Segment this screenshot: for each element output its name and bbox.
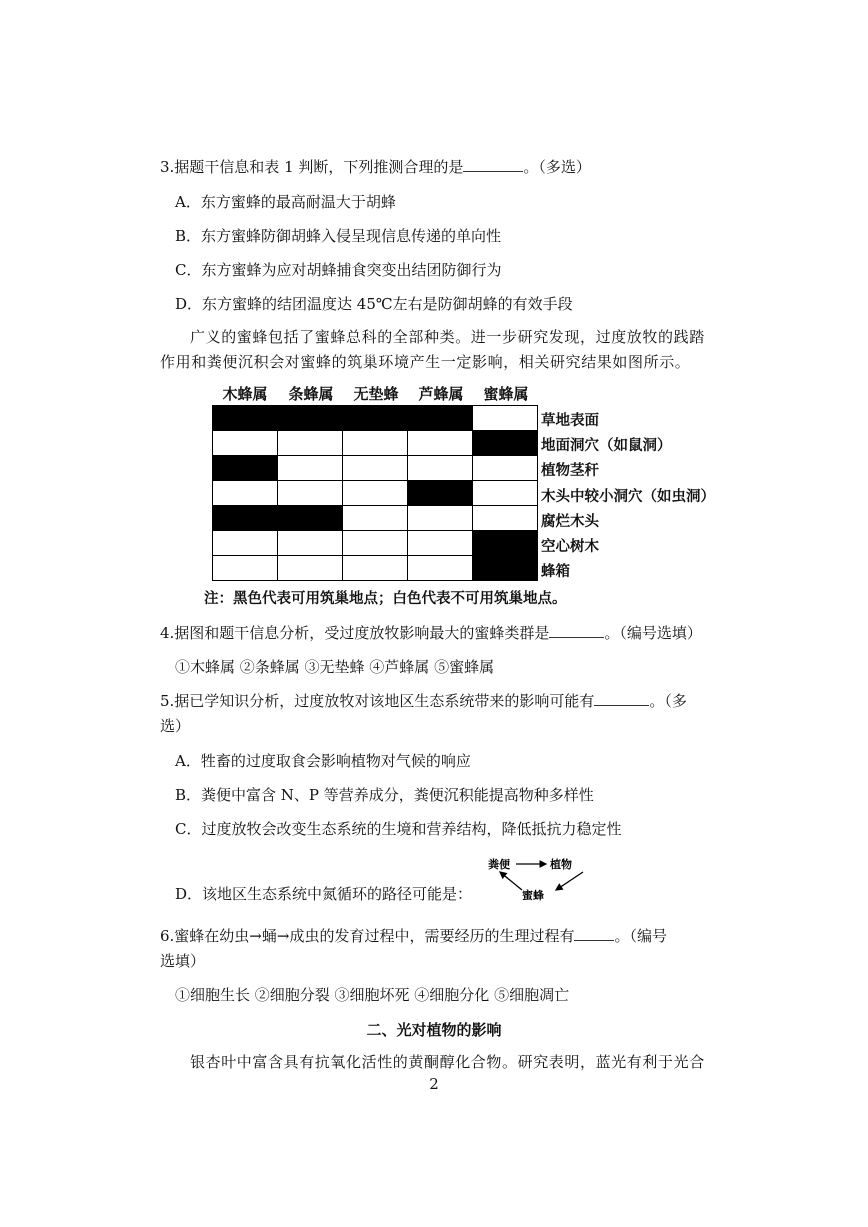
q3-option-c: C．东方蜜蜂为应对胡蜂捕食突变出结团防御行为	[175, 261, 502, 279]
q5-option-b: B．粪便中富含 N、P 等营养成分，粪便沉积能提高物种多样性	[175, 786, 594, 804]
q6-suffix: 。（编号	[614, 927, 667, 945]
grid-cell-unavailable	[278, 431, 343, 456]
section-intro-text: 银杏叶中富含具有抗氧化活性的黄酮醇化合物。研究表明，蓝光有利于光合	[190, 1053, 705, 1071]
q6-stem-line-2: 选填）	[160, 952, 206, 970]
q3-option-b: B．东方蜜蜂防御胡蜂入侵呈现信息传递的单向性	[175, 227, 502, 245]
row-label-3: 植物茎秆	[541, 463, 599, 479]
grid-cell-available	[473, 431, 538, 456]
intro-line-2: 作用和粪便沉积会对蜜蜂的筑巢环境产生一定影响，相关研究结果如图所示。	[160, 353, 691, 371]
arrow-bee-to-feces	[500, 872, 522, 890]
grid-cell-unavailable	[408, 506, 473, 531]
column-header-3: 无垫蜂	[353, 385, 399, 403]
grid-row	[213, 431, 538, 456]
grid-cell-unavailable	[213, 481, 278, 506]
grid-row	[213, 481, 538, 506]
grid-cell-unavailable	[343, 456, 408, 481]
grid-cell-unavailable	[473, 456, 538, 481]
grid-cell-unavailable	[278, 556, 343, 581]
q6-choices: ①细胞生长 ②细胞分裂 ③细胞坏死 ④细胞分化 ⑤细胞凋亡	[175, 986, 570, 1004]
grid-row	[213, 456, 538, 481]
section-title: 二、光对植物的影响	[366, 1021, 502, 1039]
grid-cell-unavailable	[343, 556, 408, 581]
grid-cell-unavailable	[278, 456, 343, 481]
grid-cell-available	[473, 531, 538, 556]
grid-cell-unavailable	[343, 531, 408, 556]
q6-answer-blank[interactable]	[574, 926, 614, 941]
q5-stem-text: 5.据已学知识分析，过度放牧对该地区生态系统带来的影响可能有	[160, 692, 595, 710]
grid-row	[213, 556, 538, 581]
q5-suffix: 。（多	[649, 692, 687, 710]
grid-cell-unavailable	[408, 531, 473, 556]
grid-cell-unavailable	[278, 481, 343, 506]
arrow-plant-to-bee	[556, 872, 583, 890]
column-header-2: 条蜂属	[288, 385, 334, 403]
grid-cell-unavailable	[408, 556, 473, 581]
q5-option-c: C．过度放牧会改变生态系统的生境和营养结构，降低抵抗力稳定性	[175, 820, 622, 838]
node-feces: 粪便	[488, 858, 510, 871]
row-label-6: 空心树木	[541, 539, 599, 555]
grid-cell-available	[473, 556, 538, 581]
grid-cell-available	[213, 456, 278, 481]
grid-cell-unavailable	[473, 406, 538, 431]
nitrogen-cycle-diagram	[480, 855, 620, 905]
grid-cell-unavailable	[473, 481, 538, 506]
grid-cell-available	[408, 406, 473, 431]
q5-answer-blank[interactable]	[594, 691, 649, 706]
q3-answer-blank[interactable]	[463, 157, 523, 172]
cycle-arrows-svg	[480, 855, 620, 905]
node-plant: 植物	[550, 858, 572, 871]
q4-stem-text: 4.据图和题干信息分析，受过度放牧影响最大的蜜蜂类群是	[160, 624, 550, 642]
page-number: 2	[429, 1075, 439, 1093]
q3-stem	[160, 157, 591, 177]
node-bee: 蜜蜂	[522, 889, 544, 902]
row-label-4: 木头中较小洞穴（如虫洞）	[541, 489, 715, 505]
figure-note: 注：黑色代表可用筑巢地点；白色代表不可用筑巢地点。	[204, 591, 567, 607]
q3-stem-text: 3.据题干信息和表 1 判断，下列推测合理的是	[160, 158, 464, 176]
grid-row	[213, 506, 538, 531]
grid-cell-unavailable	[473, 506, 538, 531]
grid-cell-available	[213, 406, 278, 431]
grid-row	[213, 531, 538, 556]
q4-answer-blank[interactable]	[549, 623, 604, 638]
q4-suffix: 。（编号选填）	[604, 624, 702, 642]
grid-cell-available	[343, 406, 408, 431]
grid-cell-unavailable	[408, 431, 473, 456]
intro-line-1: 广义的蜜蜂包括了蜜蜂总科的全部种类。进一步研究发现，过度放牧的践踏	[190, 328, 705, 346]
grid-cell-unavailable	[343, 506, 408, 531]
nesting-site-grid	[212, 405, 538, 581]
q4-stem	[160, 623, 702, 643]
grid-cell-available	[278, 406, 343, 431]
q5-stem	[160, 691, 687, 711]
q3-option-a: A．东方蜜蜂的最高耐温大于胡蜂	[175, 193, 396, 211]
q5-option-a: A．牲畜的过度取食会影响植物对气候的响应	[175, 752, 471, 770]
q3-option-d: D．东方蜜蜂的结团温度达 45℃左右是防御胡蜂的有效手段	[175, 295, 573, 313]
column-header-1: 木蜂属	[222, 385, 268, 403]
q3-suffix: 。（多选）	[523, 158, 591, 176]
row-label-2: 地面洞穴（如鼠洞）	[541, 438, 672, 454]
grid-cell-unavailable	[213, 431, 278, 456]
grid-cell-unavailable	[343, 481, 408, 506]
grid-cell-available	[408, 481, 473, 506]
column-header-5: 蜜蜂属	[483, 385, 529, 403]
q5-stem-line-2: 选）	[160, 717, 191, 735]
column-header-4: 芦蜂属	[418, 385, 464, 403]
grid-cell-unavailable	[213, 531, 278, 556]
grid-cell-available	[278, 506, 343, 531]
q4-choices: ①木蜂属 ②条蜂属 ③无垫蜂 ④芦蜂属 ⑤蜜蜂属	[175, 658, 495, 676]
row-label-5: 腐烂木头	[541, 514, 599, 530]
q6-stem	[160, 926, 667, 946]
grid-cell-unavailable	[278, 531, 343, 556]
grid-row	[213, 406, 538, 431]
grid-cell-unavailable	[343, 431, 408, 456]
grid-cell-unavailable	[213, 556, 278, 581]
row-label-7: 蜂箱	[541, 564, 570, 580]
q6-stem-text: 6.蜜蜂在幼虫→蛹→成虫的发育过程中，需要经历的生理过程有	[160, 927, 575, 945]
grid-cell-available	[213, 506, 278, 531]
row-label-1: 草地表面	[541, 413, 599, 429]
q5-option-d: D．该地区生态系统中氮循环的路径可能是：	[175, 885, 473, 903]
grid-cell-unavailable	[408, 456, 473, 481]
